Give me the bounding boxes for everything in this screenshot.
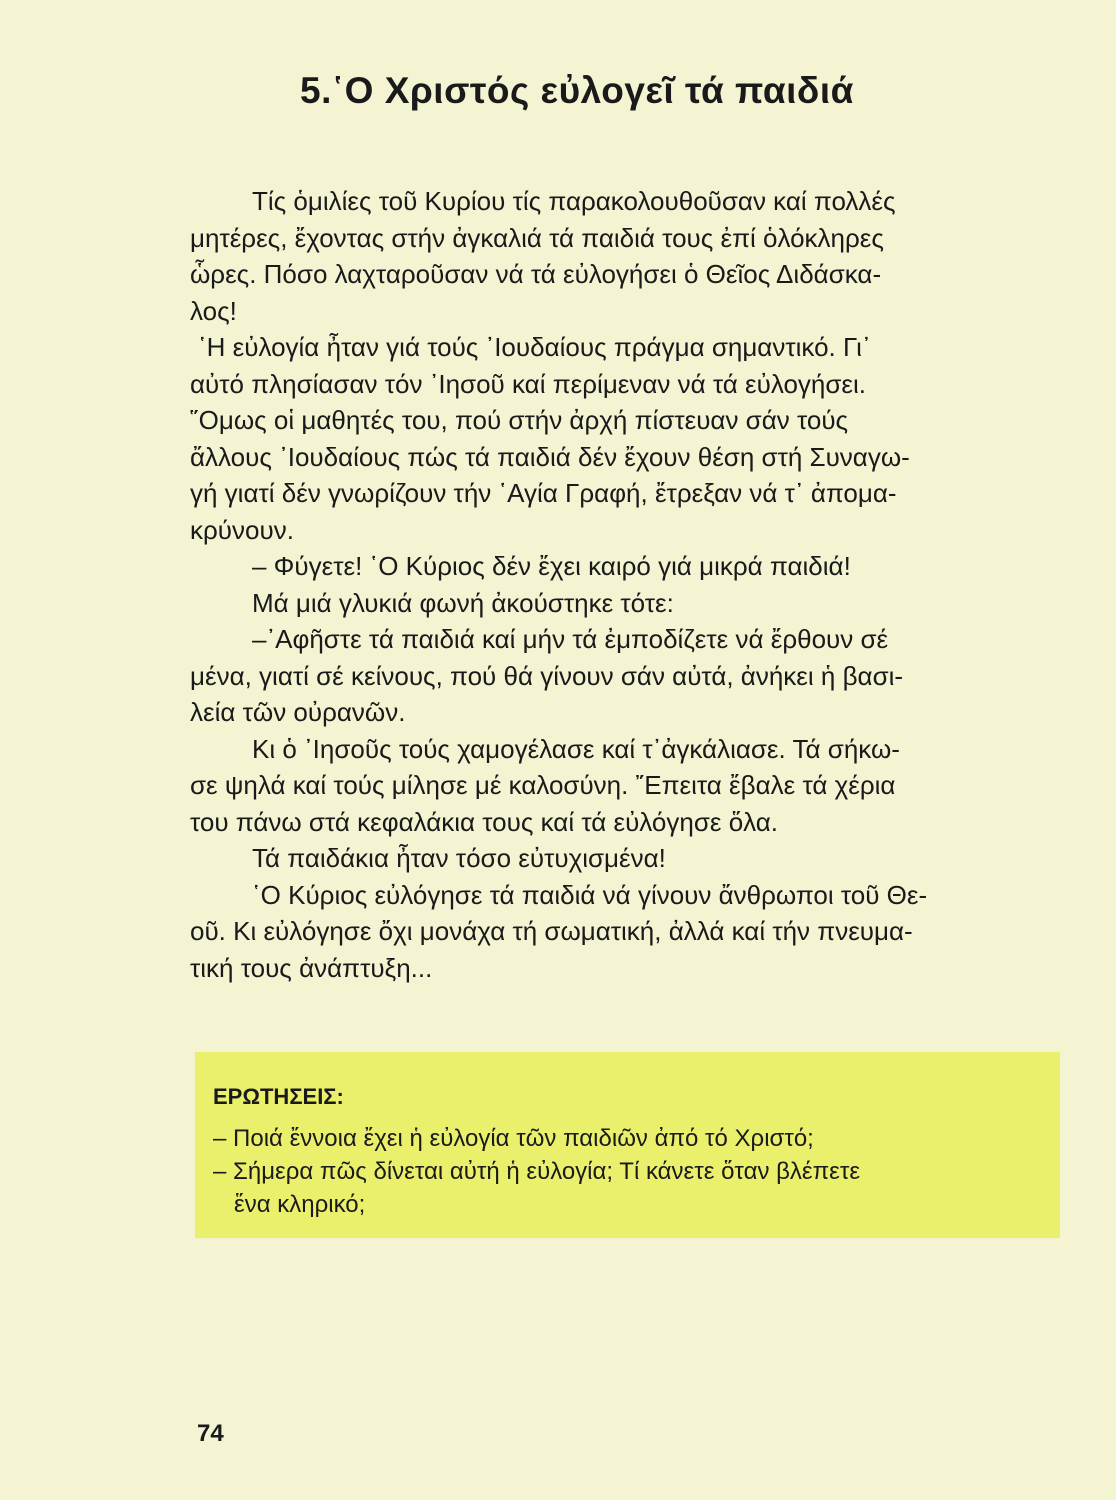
question-item-continuation: ἕνα κληρικό;: [234, 1191, 366, 1218]
text-line: ἄλλους ᾽Ιουδαίους πώς τά παιδιά δέν ἔχουν θέση στή Συναγω-: [190, 441, 910, 472]
questions-heading: ΕΡΩΤΗΣΕΙΣ:: [213, 1084, 344, 1109]
text-line: Κι ὁ ᾽Ιησοῦς τούς χαμογέλασε καί τ᾽ἀγκάλιασε. Τά σήκω-: [252, 733, 900, 764]
text-line: μητέρες, ἔχοντας στήν ἀγκαλιά τά παιδιά τους ἐπί ὁλόκληρες: [190, 222, 884, 253]
text-line: λεία τῶν οὐρανῶν.: [190, 697, 406, 727]
text-line: – Φύγετε! ῾Ο Κύριος δέν ἔχει καιρό γιά μικρά παιδιά!: [252, 551, 851, 581]
text-line: οῦ. Κι εὐλόγησε ὄχι μονάχα τή σωματική, ἀλλά καί τήν πνευμα-: [190, 916, 913, 946]
text-line: γή γιατί δέν γνωρίζουν τήν ῾Αγία Γραφή, ἔτρεξαν νά τ᾽ ἀπομα-: [190, 478, 897, 508]
text-line: Τά παιδάκια ἦταν τόσο εὐτυχισμένα!: [252, 843, 666, 873]
text-line: –᾽Αφῆστε τά παιδιά καί μήν τά ἐμποδίζετε νά ἔρθουν σέ: [252, 624, 889, 654]
text-line: ῾Η εὐλογία ἦταν γιά τούς ᾽Ιουδαίους πράγμα σημαντικό. Γι᾽: [198, 332, 871, 362]
text-line: λος!: [190, 295, 237, 326]
page-number: 74: [197, 1420, 224, 1447]
text-line: μένα, γιατί σέ κείνους, πού θά γίνουν σάν αὐτά, ἀνήκει ἡ βασι-: [190, 660, 904, 691]
questions-list: [213, 1122, 1053, 1221]
text-line: Μά μιά γλυκιά φωνή ἀκούστηκε τότε:: [252, 587, 674, 618]
text-line: τική τους ἀνάπτυξη...: [190, 952, 433, 983]
text-line: ῞Ομως οἱ μαθητές του, πού στήν ἀρχή πίστευαν σάν τούς: [190, 405, 849, 435]
question-item: – Ποιά ἔννοια ἔχει ἡ εὐλογία τῶν παιδιῶν ἀπό τό Χριστό;: [213, 1125, 814, 1152]
text-line: αὐτό πλησίασαν τόν ᾽Ιησοῦ καί περίμεναν νά τά εὐλογήσει.: [190, 368, 867, 399]
text-line: του πάνω στά κεφαλάκια τους καί τά εὐλόγησε ὅλα.: [190, 806, 779, 837]
text-line: κρύνουν.: [190, 514, 294, 545]
text-line: ῾Ο Κύριος εὐλόγησε τά παιδιά νά γίνουν ἄνθρωποι τοῦ Θε-: [252, 879, 928, 910]
story-text: [190, 183, 1070, 986]
text-line: ὧρες. Πόσο λαχταροῦσαν νά τά εὐλογήσει ὁ Θεῖος Διδάσκα-: [190, 259, 882, 289]
questions-box: [195, 1052, 1060, 1238]
question-item: – Σήμερα πῶς δίνεται αὐτή ἡ εὐλογία; Τί κάνετε ὅταν βλέπετε: [213, 1158, 861, 1185]
chapter-title: 5.῾Ο Χριστός εὐλογεῖ τά παιδιά: [300, 70, 854, 111]
text-line: Τίς ὁμιλίες τοῦ Κυρίου τίς παρακολουθοῦσαν καί πολλές: [252, 186, 896, 216]
text-line: σε ψηλά καί τούς μίλησε μέ καλοσύνη. ῎Επειτα ἔβαλε τά χέρια: [190, 770, 896, 800]
